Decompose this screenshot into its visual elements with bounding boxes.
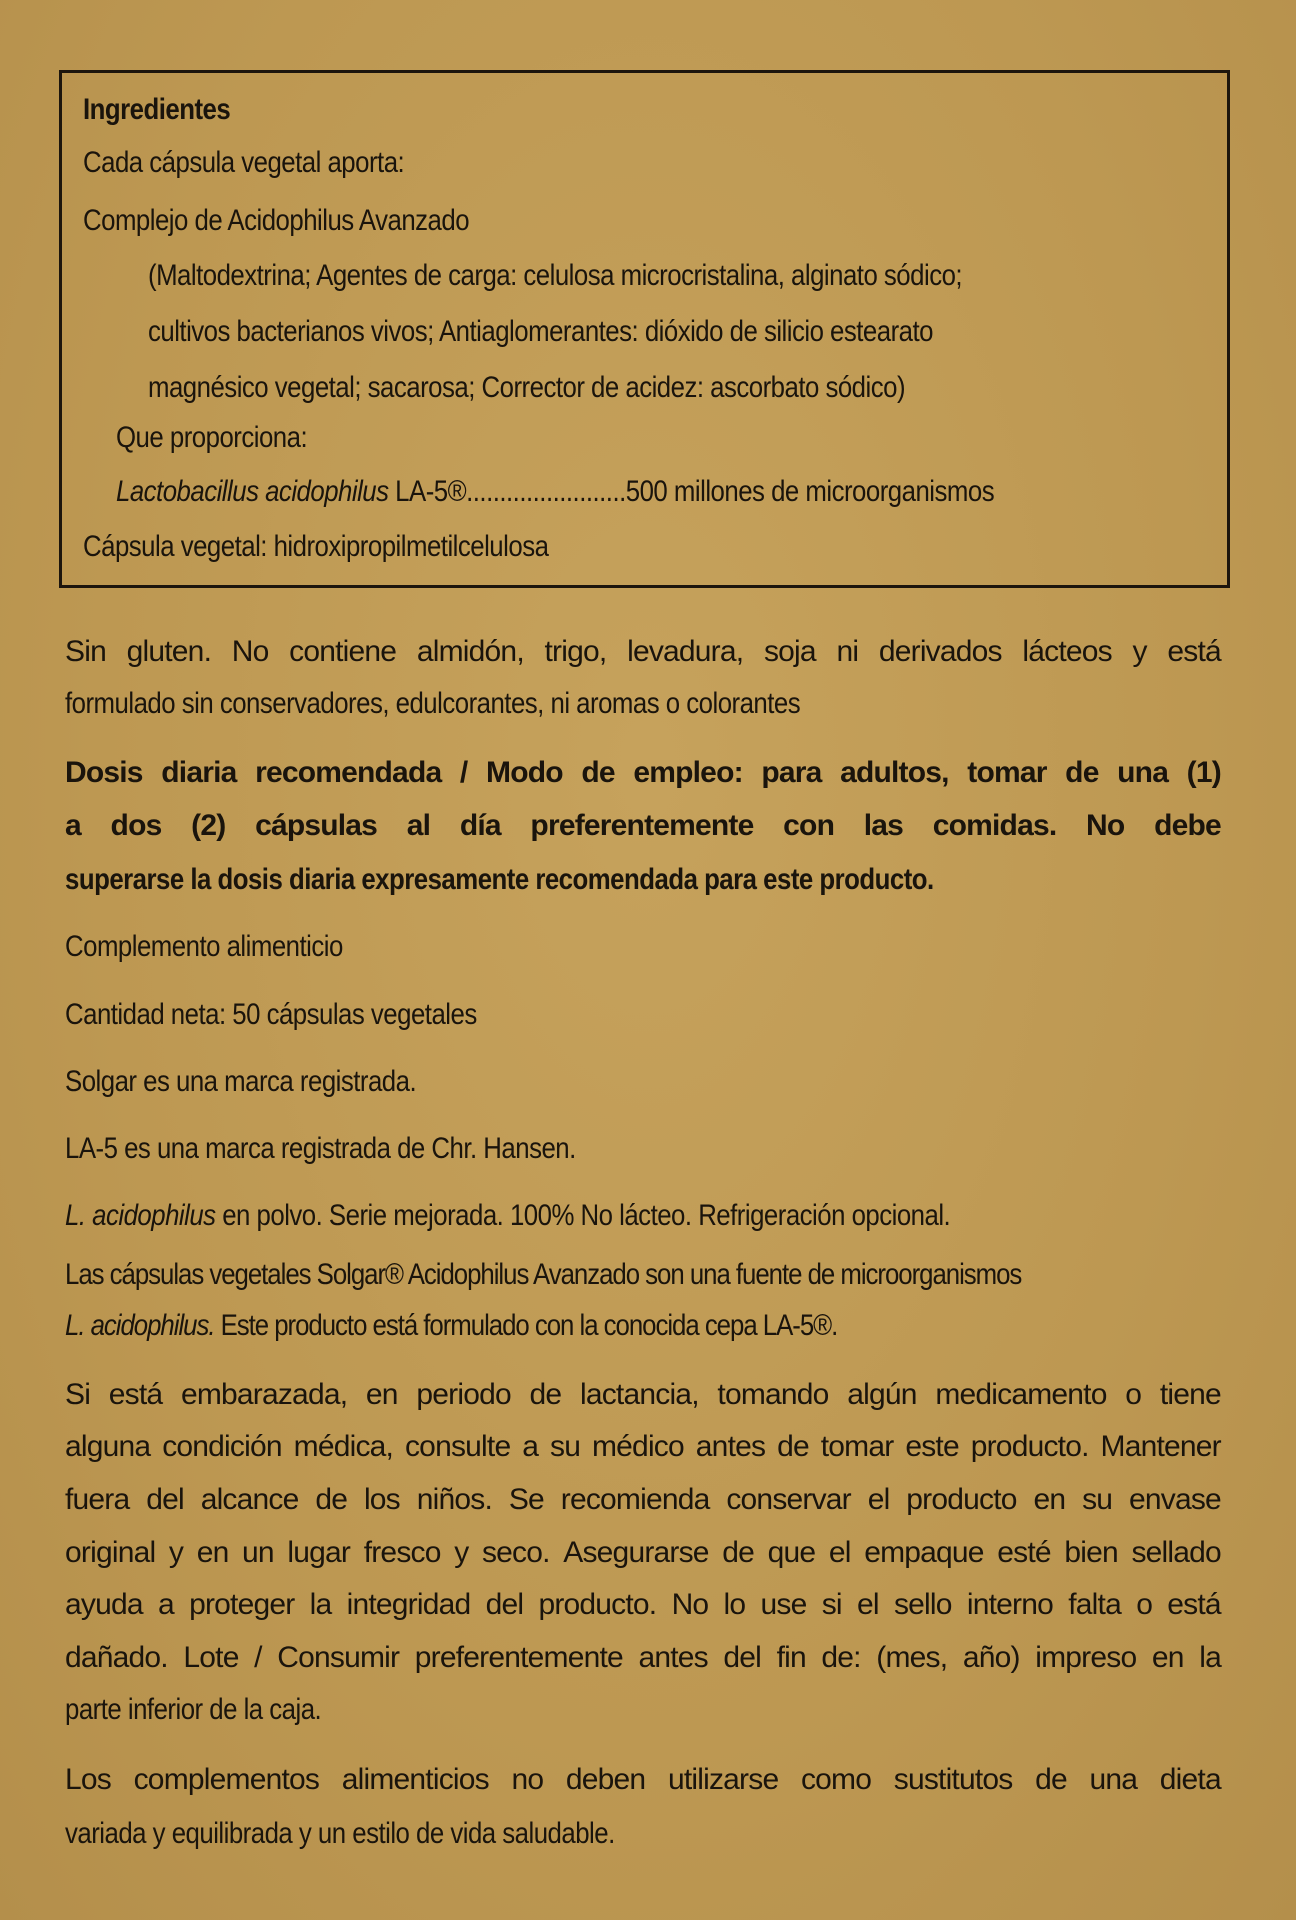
dosage-line-3: superarse la dosis diaria expresamente recomendada para este producto. <box>65 863 934 896</box>
word: (1) <box>1186 756 1221 789</box>
word: como <box>800 1763 872 1796</box>
word: No <box>671 1588 709 1621</box>
allergen-line-1 <box>65 632 1221 672</box>
word: a <box>522 1430 539 1463</box>
word: periodo <box>416 1378 511 1411</box>
word: en <box>1151 1641 1184 1674</box>
word: del <box>146 1483 184 1516</box>
word: utilizarse <box>667 1763 779 1796</box>
word: bien <box>1064 1536 1118 1569</box>
description-line-2 <box>65 1306 837 1346</box>
complex-detail-line: magnésico vegetal; sacarosa; Corrector de acidez: ascorbato sódico) <box>148 371 906 404</box>
word: No <box>231 635 269 668</box>
word: Sin <box>65 635 106 668</box>
word: algún <box>847 1378 917 1411</box>
word: Dosis <box>65 756 143 789</box>
word: levadura, <box>627 635 744 668</box>
word: derivados <box>878 635 1002 668</box>
word: preferentemente <box>530 809 754 842</box>
dosage-line-2 <box>65 806 1221 846</box>
word: empaque <box>864 1536 984 1569</box>
word: una <box>1089 1763 1138 1796</box>
complex-detail-line: (Maltodextrina; Agentes de carga: celulosa microcristalina, alginato sódico; <box>148 259 963 292</box>
word: una <box>1117 756 1169 789</box>
warning-line-4 <box>65 1533 1221 1573</box>
word: de <box>722 1536 755 1569</box>
word: contiene <box>289 635 397 668</box>
word: empleo: <box>633 756 743 789</box>
word: preferentemente <box>414 1641 623 1674</box>
word: si <box>821 1588 842 1621</box>
strain-mark: LA-5® <box>388 475 467 508</box>
word: año) <box>962 1641 1020 1674</box>
word: falta <box>1068 1588 1121 1621</box>
word: en <box>1033 1483 1066 1516</box>
word: los <box>363 1483 400 1516</box>
provides-label: Que proporciona: <box>116 421 308 454</box>
warning-line-7: parte inferior de la caja. <box>65 1693 322 1726</box>
warning-line-1 <box>65 1375 1221 1415</box>
word: producto. <box>970 1430 1089 1463</box>
word: tomar <box>967 756 1047 789</box>
word: la <box>309 1588 332 1621</box>
allergen-line-2: formulado sin conservadores, edulcorantes, ni aromas o colorantes <box>65 687 801 720</box>
word: / <box>459 756 468 789</box>
word: dos <box>110 809 162 842</box>
word: la <box>1199 1641 1221 1674</box>
word: y <box>454 1536 469 1569</box>
warning-line-5 <box>65 1585 1221 1625</box>
word: de <box>777 1430 809 1463</box>
word: que <box>767 1536 816 1569</box>
word: Lote <box>183 1641 239 1674</box>
word: adultos, <box>840 756 949 789</box>
word: el <box>828 1536 851 1569</box>
word: médica, <box>293 1430 394 1463</box>
word: condición <box>162 1430 282 1463</box>
word: lactancia, <box>579 1378 699 1411</box>
word: fuera <box>65 1483 130 1516</box>
word: y <box>1132 635 1147 668</box>
word: gluten. <box>126 635 212 668</box>
word: Mantener <box>1100 1430 1221 1463</box>
word: este <box>905 1430 959 1463</box>
word: diaria <box>161 756 237 789</box>
trademark-la5: LA-5 es una marca registrada de Chr. Hansen. <box>65 1132 576 1165</box>
description-line-1: Las cápsulas vegetales Solgar® Acidophilus Avanzado son una fuente de microorganismos <box>65 1258 1022 1291</box>
word: de <box>1065 756 1099 789</box>
word: deben <box>565 1763 646 1796</box>
word: almidón, <box>416 635 524 668</box>
word: fin <box>776 1641 806 1674</box>
warning-line-6 <box>65 1638 1221 1678</box>
word: en <box>365 1378 398 1411</box>
word: de: <box>821 1641 861 1674</box>
warning-line-3 <box>65 1480 1221 1520</box>
word: sustitutos <box>893 1763 1013 1796</box>
warning-line-2 <box>65 1427 1221 1467</box>
word: las <box>863 809 904 842</box>
word: no <box>511 1763 544 1796</box>
word: tomar <box>820 1430 894 1463</box>
word: producto. <box>538 1588 657 1621</box>
word: recomendada <box>255 756 442 789</box>
word: y <box>168 1536 184 1569</box>
word: proteger <box>189 1588 295 1621</box>
word: día <box>459 809 501 842</box>
word: lácteos <box>1022 635 1112 668</box>
strain-row <box>116 472 994 512</box>
word: cápsulas <box>255 809 378 842</box>
word: el <box>867 1483 890 1516</box>
word: el <box>857 1588 879 1621</box>
word: seco. <box>481 1536 550 1569</box>
word: en <box>196 1536 229 1569</box>
diet-note-line-2: variada y equilibrada y un estilo de vida saludable. <box>65 1817 615 1850</box>
powder-species: L. acidophilus <box>65 1199 216 1232</box>
word: embarazada, <box>180 1378 348 1411</box>
strain-amount: 500 millones de microorganismos <box>625 475 995 508</box>
word: está <box>1167 1588 1221 1621</box>
word: alcance <box>200 1483 299 1516</box>
word: Si <box>65 1378 91 1411</box>
word: alguna <box>65 1430 151 1463</box>
word: / <box>254 1641 262 1674</box>
word: tomando <box>717 1378 829 1411</box>
word: con <box>783 809 835 842</box>
word: lugar <box>287 1536 351 1569</box>
word: esté <box>997 1536 1051 1569</box>
description-species: L. acidophilus. <box>65 1309 215 1342</box>
word: o <box>1125 1378 1142 1411</box>
word: interno <box>966 1588 1054 1621</box>
word: Modo <box>486 756 563 789</box>
word: consulte <box>404 1430 511 1463</box>
word: Se <box>508 1483 544 1516</box>
word: su <box>550 1430 581 1463</box>
word: alimenticios <box>341 1763 489 1796</box>
word: integridad <box>346 1588 471 1621</box>
word: de <box>315 1483 348 1516</box>
strain-name: Lactobacillus acidophilus <box>116 475 389 508</box>
complex-name: Complejo de Acidophilus Avanzado <box>83 204 470 237</box>
word: a <box>157 1588 174 1621</box>
word: debe <box>1154 809 1221 842</box>
word: ni <box>836 635 859 668</box>
word: trigo, <box>544 635 607 668</box>
word: antes <box>695 1430 766 1463</box>
food-supplement: Complemento alimenticio <box>65 930 343 963</box>
word: de <box>529 1378 562 1411</box>
word: conservar <box>726 1483 851 1516</box>
word: Asegurarse <box>563 1536 709 1569</box>
net-quantity: Cantidad neta: 50 cápsulas vegetales <box>65 998 477 1031</box>
word: de <box>1035 1763 1067 1796</box>
word: use <box>760 1588 807 1621</box>
word: original <box>65 1536 156 1569</box>
complex-detail-line: cultivos bacterianos vivos; Antiaglomerantes: dióxido de silicio estearato <box>148 315 933 348</box>
word: (2) <box>191 809 226 842</box>
word: impreso <box>1035 1641 1137 1674</box>
word: está <box>108 1378 163 1411</box>
word: para <box>761 756 822 789</box>
word: al <box>406 809 431 842</box>
word: dieta <box>1159 1763 1221 1796</box>
word: soja <box>763 635 816 668</box>
word: recomienda <box>560 1483 710 1516</box>
trademark-solgar: Solgar es una marca registrada. <box>65 1065 417 1098</box>
word: envase <box>1129 1483 1221 1516</box>
word: medicamento <box>935 1378 1107 1411</box>
per-capsule-line: Cada cápsula vegetal aporta: <box>83 146 405 179</box>
word: Los <box>65 1763 111 1796</box>
word: de <box>581 756 615 789</box>
dosage-line-1 <box>65 753 1221 793</box>
word: del <box>485 1588 524 1621</box>
word: complementos <box>133 1763 320 1796</box>
word: producto <box>906 1483 1017 1516</box>
word: sellado <box>1131 1536 1221 1569</box>
ingredients-title: Ingredientes <box>83 93 231 126</box>
word: antes <box>638 1641 708 1674</box>
word: médico <box>591 1430 684 1463</box>
strain-leader: ........................ <box>466 475 626 508</box>
powder-note <box>65 1196 950 1236</box>
description-rest: Este producto está formulado con la conocida cepa LA-5®. <box>214 1309 838 1342</box>
word: del <box>723 1641 762 1674</box>
word: su <box>1082 1483 1113 1516</box>
word: Consumir <box>277 1641 400 1674</box>
word: fresco <box>363 1536 441 1569</box>
word: ayuda <box>65 1588 143 1621</box>
word: un <box>242 1536 274 1569</box>
word: dañado. <box>65 1641 168 1674</box>
word: (mes, <box>876 1641 948 1674</box>
word: comidas. <box>932 809 1057 842</box>
word: a <box>65 809 81 842</box>
powder-rest: en polvo. Serie mejorada. 100% No lácteo. Refrigeración opcional. <box>215 1199 951 1232</box>
word: o <box>1136 1588 1153 1621</box>
word: niños. <box>416 1483 492 1516</box>
capsule-line: Cápsula vegetal: hidroxipropilmetilcelulosa <box>83 530 549 563</box>
word: sello <box>893 1588 952 1621</box>
diet-note-line-1 <box>65 1760 1221 1800</box>
word: lo <box>723 1588 746 1621</box>
word: está <box>1167 635 1221 668</box>
word: tiene <box>1159 1378 1221 1411</box>
word: No <box>1086 809 1125 842</box>
